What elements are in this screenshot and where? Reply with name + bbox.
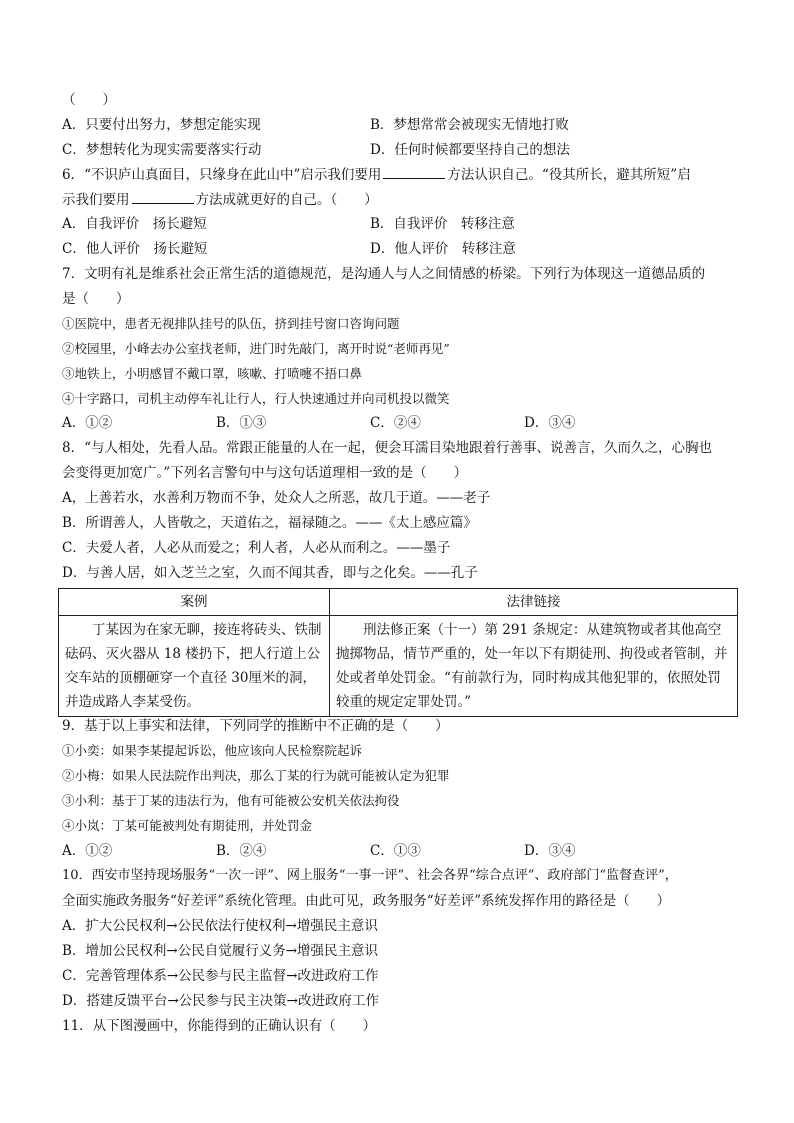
q7-option-a[interactable]: A．①② bbox=[62, 415, 113, 431]
q5-option-c[interactable]: C．梦想转化为现实需要落实行动 bbox=[62, 142, 262, 158]
q9-option-a[interactable]: A．①② bbox=[62, 843, 113, 859]
q6-blank-1[interactable] bbox=[383, 165, 445, 179]
q7-option-d[interactable]: D．③④ bbox=[524, 415, 576, 431]
q5-option-a[interactable]: A．只要付出努力，梦想定能实现 bbox=[62, 117, 261, 133]
q8-option-a[interactable]: A，上善若水，水善利万物而不争，处众人之所恶，故几于道。——老子 bbox=[62, 490, 491, 506]
q8-option-c[interactable]: C．夫爱人者，人必从而爱之；利人者，人必从而利之。——墨子 bbox=[62, 540, 451, 556]
header-law: 法律链接 bbox=[330, 589, 738, 616]
q6-stem-line1 bbox=[62, 165, 691, 184]
q6-option-a[interactable]: A．自我评价 扬长避短 bbox=[62, 216, 207, 232]
q8-option-d[interactable]: D．与善人居，如入芝兰之室，久而不闻其香，即与之化矣。——孔子 bbox=[62, 565, 478, 581]
q6-stem-part3: 示我们要用 bbox=[62, 192, 130, 208]
q7-stem-line1: 7．文明有礼是维系社会正常生活的道德规范，是沟通人与人之间情感的桥梁。下列行为体现这一道德品质的 bbox=[62, 266, 706, 282]
q6-option-b[interactable]: B．自我评价 转移注意 bbox=[370, 216, 515, 232]
q6-stem-part2: 方法认识自己。“役其所长，避其所短”启 bbox=[447, 167, 691, 183]
q7-item-1: ①医院中，患者无视排队挂号的队伍，挤到挂号窗口咨询问题 bbox=[62, 316, 400, 331]
q9-item-3: ③小利：基于丁某的违法行为，他有可能被公安机关依法拘役 bbox=[62, 793, 400, 808]
q6-stem-part1: 6．“不识庐山真面目，只缘身在此山中”启示我们要用 bbox=[62, 167, 382, 183]
q7-item-4: ④十字路口，司机主动停车礼让行人，行人快速通过并向司机投以微笑 bbox=[62, 391, 450, 406]
q7-option-b[interactable]: B．①③ bbox=[216, 415, 267, 431]
case-text: 丁某因为在家无聊，接连将砖头、铁制砝码、灭火器从 18 楼扔下，把人行道上公交车站的顶棚砸穿一个直径 30厘米的洞，并造成路人李某受伤。 bbox=[65, 622, 322, 710]
q5-paren: （ ） bbox=[62, 92, 116, 108]
q10-option-b[interactable]: B．增加公民权利→公民自觉履行义务→增强民主意识 bbox=[62, 943, 379, 959]
q7-item-3: ③地铁上，小明感冒不戴口罩，咳嗽、打喷嚏不捂口鼻 bbox=[62, 366, 363, 381]
q10-stem-line1: 10．西安市坚持现场服务“一次一评”、网上服务“一事一评”、社会各界“综合点评”、政府部门“监督查评”， bbox=[62, 868, 678, 883]
q8-stem-line2: 会变得更加宽广。”下列名言警句中与这句话道理相一致的是（ ） bbox=[62, 465, 468, 481]
table-header-row bbox=[59, 589, 738, 616]
q7-item-2: ②校园里，小峰去办公室找老师，进门时先敲门，离开时说“老师再见” bbox=[62, 341, 450, 356]
q10-option-a[interactable]: A．扩大公民权利→公民依法行使权利→增强民主意识 bbox=[62, 918, 378, 934]
q6-stem-part4: 方法成就更好的自己。（ ） bbox=[195, 192, 378, 208]
q7-stem-line2: 是（ ） bbox=[62, 291, 130, 307]
q10-option-c[interactable]: C．完善管理体系→公民参与民主监督→改进政府工作 bbox=[62, 968, 379, 984]
case-cell bbox=[59, 616, 330, 717]
q5-option-d[interactable]: D．任何时候都要坚持自己的想法 bbox=[370, 142, 570, 158]
q8-stem-line1: 8．“与人相处，先看人品。常跟正能量的人在一起，便会耳濡目染地跟着行善事、说善言，久而久之，心胸也 bbox=[62, 440, 712, 456]
q9-option-d[interactable]: D．③④ bbox=[524, 843, 576, 859]
q9-item-1: ①小奕：如果李某提起诉讼，他应该向人民检察院起诉 bbox=[62, 743, 363, 758]
q10-stem-line2: 全面实施政务服务“好差评”系统化管理。由此可见，政务服务“好差评”系统发挥作用的路径是（ ） bbox=[62, 893, 671, 909]
q6-stem-line2 bbox=[62, 190, 378, 209]
law-text: 刑法修正案（十一）第 291 条规定：从建筑物或者其他高空抛掷物品，情节严重的，处一年以下有期徒刑、拘役或者管制，并处或者单处罚金。“有前款行为，同时构成其他犯罪的，依照处罚较重的规定定罪处罚。” bbox=[336, 622, 728, 710]
q9-item-2: ②小梅：如果人民法院作出判决，那么丁某的行为就可能被认定为犯罪 bbox=[62, 768, 450, 783]
q5-option-b[interactable]: B．梦想常常会被现实无情地打败 bbox=[370, 117, 569, 133]
table-row bbox=[59, 616, 738, 717]
q7-option-c[interactable]: C．②④ bbox=[370, 415, 421, 431]
q10-option-d[interactable]: D．搭建反馈平台→公民参与民主决策→改进政府工作 bbox=[62, 993, 379, 1009]
q9-option-c[interactable]: C．①③ bbox=[370, 843, 421, 859]
q6-option-d[interactable]: D．他人评价 转移注意 bbox=[370, 241, 516, 257]
case-law-table bbox=[58, 588, 738, 717]
header-case: 案例 bbox=[59, 589, 330, 616]
q9-option-b[interactable]: B．②④ bbox=[216, 843, 267, 859]
q8-option-b[interactable]: B．所谓善人，人皆敬之，天道佑之，福禄随之。——《太上感应篇》 bbox=[62, 515, 477, 531]
q9-item-4: ④小岚：丁某可能被判处有期徒刑，并处罚金 bbox=[62, 818, 313, 833]
q6-option-c[interactable]: C．他人评价 扬长避短 bbox=[62, 241, 208, 257]
q6-blank-2[interactable] bbox=[132, 190, 194, 204]
q11-stem: 11．从下图漫画中，你能得到的正确认识有（ ） bbox=[62, 1018, 377, 1034]
q9-stem: 9．基于以上事实和法律，下列同学的推断中不正确的是（ ） bbox=[62, 718, 449, 734]
law-cell bbox=[330, 616, 738, 717]
